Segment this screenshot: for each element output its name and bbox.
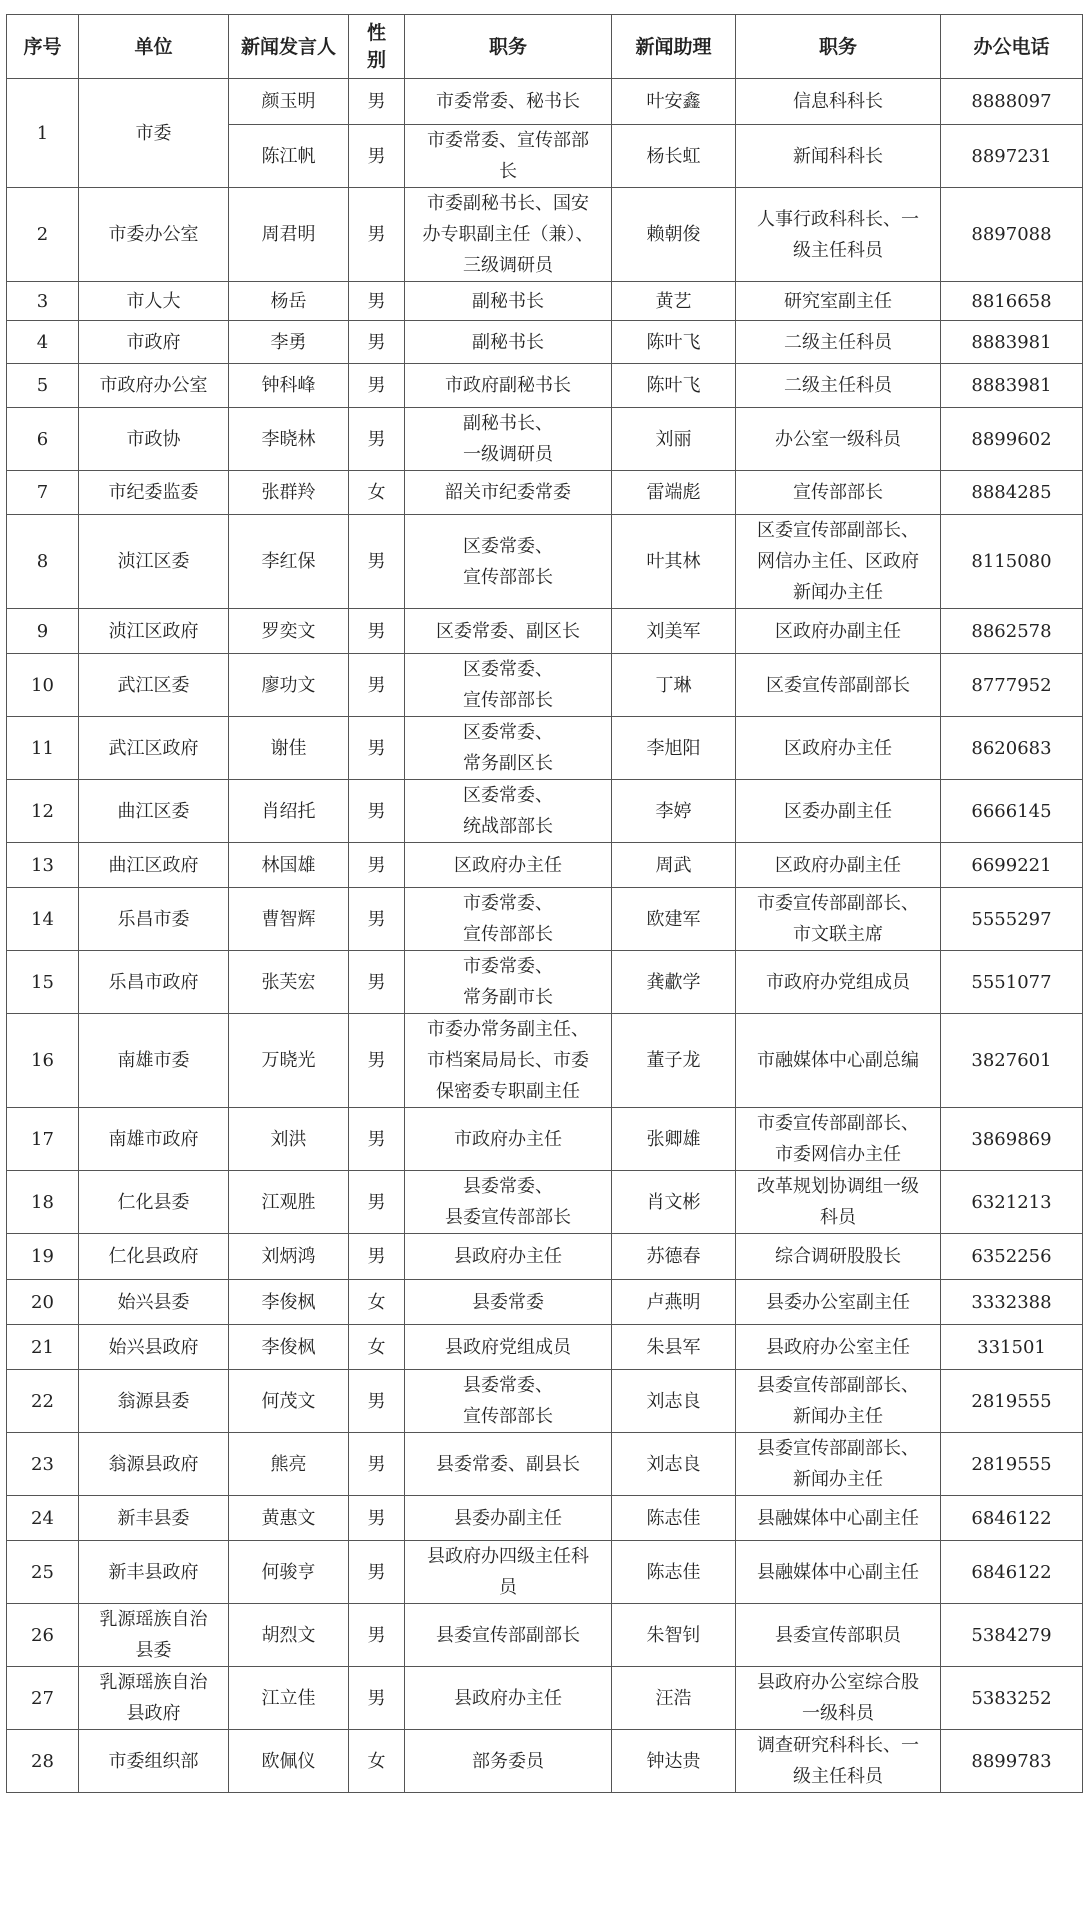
table-row — [7, 843, 1083, 888]
table-row — [7, 1325, 1083, 1370]
assistant-cell: 钟达贵 — [612, 1730, 736, 1793]
assistant-position-cell: 人事行政科科长、一 级主任科员 — [736, 188, 941, 282]
position-cell: 市政府副秘书长 — [405, 364, 612, 408]
gender-cell: 男 — [349, 1171, 405, 1234]
phone-cell: 5555297 — [941, 888, 1083, 951]
gender-cell: 男 — [349, 1108, 405, 1171]
assistant-position-cell: 县委宣传部副部长、 新闻办主任 — [736, 1370, 941, 1433]
assistant-cell: 苏德春 — [612, 1234, 736, 1280]
assistant-cell: 汪浩 — [612, 1667, 736, 1730]
row-number: 8 — [7, 515, 79, 609]
row-number: 12 — [7, 780, 79, 843]
assistant-position-cell: 县融媒体中心副主任 — [736, 1496, 941, 1541]
table-row — [7, 188, 1083, 282]
spokesman-cell: 李俊枫 — [229, 1280, 349, 1325]
position-cell: 区委常委、 宣传部部长 — [405, 515, 612, 609]
gender-cell: 女 — [349, 1280, 405, 1325]
spokesman-cell: 熊亮 — [229, 1433, 349, 1496]
spokesman-cell: 廖功文 — [229, 654, 349, 717]
row-number: 22 — [7, 1370, 79, 1433]
position-cell: 区委常委、 宣传部部长 — [405, 654, 612, 717]
position-cell: 市委常委、 常务副市长 — [405, 951, 612, 1014]
assistant-position-cell: 二级主任科员 — [736, 321, 941, 364]
table-row — [7, 471, 1083, 515]
row-number: 17 — [7, 1108, 79, 1171]
gender-cell: 女 — [349, 471, 405, 515]
table-row — [7, 1014, 1083, 1108]
unit-cell: 仁化县政府 — [79, 1234, 229, 1280]
gender-cell: 男 — [349, 408, 405, 471]
unit-cell: 市纪委监委 — [79, 471, 229, 515]
table-row — [7, 654, 1083, 717]
table-row — [7, 1496, 1083, 1541]
position-cell: 韶关市纪委常委 — [405, 471, 612, 515]
table-row — [7, 282, 1083, 321]
assistant-position-cell: 调查研究科科长、一 级主任科员 — [736, 1730, 941, 1793]
assistant-cell: 李婷 — [612, 780, 736, 843]
unit-cell: 仁化县委 — [79, 1171, 229, 1234]
row-number: 27 — [7, 1667, 79, 1730]
assistant-cell: 黄艺 — [612, 282, 736, 321]
table-row — [7, 1667, 1083, 1730]
gender-cell: 男 — [349, 609, 405, 654]
phone-cell: 8884285 — [941, 471, 1083, 515]
table-row — [7, 515, 1083, 609]
assistant-cell: 张卿雄 — [612, 1108, 736, 1171]
row-number: 28 — [7, 1730, 79, 1793]
phone-cell: 8115080 — [941, 515, 1083, 609]
position-cell: 县委宣传部副部长 — [405, 1604, 612, 1667]
unit-cell: 市人大 — [79, 282, 229, 321]
unit-cell: 浈江区政府 — [79, 609, 229, 654]
table-row — [7, 1171, 1083, 1234]
table-row — [7, 1234, 1083, 1280]
row-number: 21 — [7, 1325, 79, 1370]
phone-cell: 8897231 — [941, 125, 1083, 188]
unit-cell: 市委 — [79, 79, 229, 188]
position-cell: 县政府党组成员 — [405, 1325, 612, 1370]
position-cell: 县委办副主任 — [405, 1496, 612, 1541]
assistant-cell: 叶其林 — [612, 515, 736, 609]
spokesman-cell: 颜玉明 — [229, 79, 349, 125]
gender-cell: 男 — [349, 1496, 405, 1541]
phone-cell: 6699221 — [941, 843, 1083, 888]
unit-cell: 武江区委 — [79, 654, 229, 717]
table-row — [7, 1604, 1083, 1667]
spokesman-cell: 李勇 — [229, 321, 349, 364]
spokesman-cell: 江观胜 — [229, 1171, 349, 1234]
gender-cell: 男 — [349, 79, 405, 125]
assistant-position-cell: 二级主任科员 — [736, 364, 941, 408]
phone-cell: 331501 — [941, 1325, 1083, 1370]
position-cell: 区委常委、副区长 — [405, 609, 612, 654]
unit-cell: 市政府 — [79, 321, 229, 364]
assistant-cell: 刘美军 — [612, 609, 736, 654]
assistant-position-cell: 办公室一级科员 — [736, 408, 941, 471]
position-cell: 县委常委 — [405, 1280, 612, 1325]
gender-cell: 男 — [349, 780, 405, 843]
position-cell: 县委常委、 县委宣传部部长 — [405, 1171, 612, 1234]
table-row — [7, 1280, 1083, 1325]
gender-cell: 男 — [349, 364, 405, 408]
phone-cell: 8899783 — [941, 1730, 1083, 1793]
assistant-cell: 丁琳 — [612, 654, 736, 717]
unit-cell: 乳源瑶族自治 县政府 — [79, 1667, 229, 1730]
position-cell: 县政府办四级主任科 员 — [405, 1541, 612, 1604]
assistant-cell: 龚歗学 — [612, 951, 736, 1014]
gender-cell: 男 — [349, 1541, 405, 1604]
spokesman-cell: 杨岳 — [229, 282, 349, 321]
position-cell: 县政府办主任 — [405, 1667, 612, 1730]
header-unit: 单位 — [79, 15, 229, 79]
assistant-cell: 刘丽 — [612, 408, 736, 471]
unit-cell: 市委办公室 — [79, 188, 229, 282]
position-cell: 县委常委、副县长 — [405, 1433, 612, 1496]
gender-cell: 男 — [349, 1370, 405, 1433]
unit-cell: 浈江区委 — [79, 515, 229, 609]
assistant-position-cell: 区委办副主任 — [736, 780, 941, 843]
assistant-position-cell: 新闻科科长 — [736, 125, 941, 188]
phone-cell: 5551077 — [941, 951, 1083, 1014]
row-number: 26 — [7, 1604, 79, 1667]
position-cell: 区委常委、 统战部部长 — [405, 780, 612, 843]
assistant-position-cell: 信息科科长 — [736, 79, 941, 125]
row-number: 23 — [7, 1433, 79, 1496]
header-phone: 办公电话 — [941, 15, 1083, 79]
phone-cell: 6846122 — [941, 1496, 1083, 1541]
unit-cell: 南雄市政府 — [79, 1108, 229, 1171]
assistant-cell: 朱县军 — [612, 1325, 736, 1370]
phone-cell: 3869869 — [941, 1108, 1083, 1171]
table-row — [7, 780, 1083, 843]
assistant-cell: 周武 — [612, 843, 736, 888]
spokesman-cell: 周君明 — [229, 188, 349, 282]
phone-cell: 6666145 — [941, 780, 1083, 843]
spokesman-cell: 江立佳 — [229, 1667, 349, 1730]
position-cell: 市委常委、宣传部部 长 — [405, 125, 612, 188]
unit-cell: 市政府办公室 — [79, 364, 229, 408]
spokesman-table — [6, 14, 1083, 1793]
unit-cell: 市委组织部 — [79, 1730, 229, 1793]
row-number: 3 — [7, 282, 79, 321]
row-number: 4 — [7, 321, 79, 364]
position-cell: 市委副秘书长、国安 办专职副主任（兼）、 三级调研员 — [405, 188, 612, 282]
gender-cell: 男 — [349, 125, 405, 188]
spokesman-cell: 何骏亨 — [229, 1541, 349, 1604]
unit-cell: 翁源县政府 — [79, 1433, 229, 1496]
assistant-cell: 刘志良 — [612, 1433, 736, 1496]
phone-cell: 3827601 — [941, 1014, 1083, 1108]
row-number: 25 — [7, 1541, 79, 1604]
gender-cell: 女 — [349, 1325, 405, 1370]
spokesman-cell: 李俊枫 — [229, 1325, 349, 1370]
table-row — [7, 79, 1083, 125]
unit-cell: 新丰县委 — [79, 1496, 229, 1541]
phone-cell: 8620683 — [941, 717, 1083, 780]
table-row — [7, 1370, 1083, 1433]
unit-cell: 曲江区政府 — [79, 843, 229, 888]
unit-cell: 乐昌市委 — [79, 888, 229, 951]
spokesman-cell: 欧佩仪 — [229, 1730, 349, 1793]
row-number: 18 — [7, 1171, 79, 1234]
assistant-position-cell: 县政府办公室主任 — [736, 1325, 941, 1370]
phone-cell: 2819555 — [941, 1370, 1083, 1433]
spokesman-cell: 何茂文 — [229, 1370, 349, 1433]
assistant-position-cell: 市委宣传部副部长、 市委网信办主任 — [736, 1108, 941, 1171]
spokesman-cell: 胡烈文 — [229, 1604, 349, 1667]
unit-cell: 曲江区委 — [79, 780, 229, 843]
assistant-position-cell: 市委宣传部副部长、 市文联主席 — [736, 888, 941, 951]
assistant-cell: 肖文彬 — [612, 1171, 736, 1234]
assistant-position-cell: 区政府办主任 — [736, 717, 941, 780]
assistant-position-cell: 县委宣传部副部长、 新闻办主任 — [736, 1433, 941, 1496]
row-number: 10 — [7, 654, 79, 717]
assistant-position-cell: 区委宣传部副部长 — [736, 654, 941, 717]
assistant-cell: 雷端彪 — [612, 471, 736, 515]
table-row — [7, 364, 1083, 408]
header-assistant-position: 职务 — [736, 15, 941, 79]
phone-cell: 6352256 — [941, 1234, 1083, 1280]
table-row — [7, 408, 1083, 471]
table-row — [7, 321, 1083, 364]
spokesman-cell: 谢佳 — [229, 717, 349, 780]
row-number: 15 — [7, 951, 79, 1014]
row-number: 13 — [7, 843, 79, 888]
unit-cell: 市政协 — [79, 408, 229, 471]
row-number: 9 — [7, 609, 79, 654]
unit-cell: 乳源瑶族自治 县委 — [79, 1604, 229, 1667]
position-cell: 副秘书长 — [405, 321, 612, 364]
gender-cell: 女 — [349, 1730, 405, 1793]
table-header — [7, 15, 1083, 79]
spokesman-cell: 李红保 — [229, 515, 349, 609]
assistant-cell: 杨长虹 — [612, 125, 736, 188]
assistant-cell: 李旭阳 — [612, 717, 736, 780]
assistant-cell: 卢燕明 — [612, 1280, 736, 1325]
unit-cell: 南雄市委 — [79, 1014, 229, 1108]
phone-cell: 8897088 — [941, 188, 1083, 282]
phone-cell: 6321213 — [941, 1171, 1083, 1234]
unit-cell: 始兴县政府 — [79, 1325, 229, 1370]
assistant-position-cell: 县政府办公室综合股 一级科员 — [736, 1667, 941, 1730]
assistant-position-cell: 县委办公室副主任 — [736, 1280, 941, 1325]
row-number: 11 — [7, 717, 79, 780]
assistant-cell: 董子龙 — [612, 1014, 736, 1108]
position-cell: 市委办常务副主任、 市档案局局长、市委 保密委专职副主任 — [405, 1014, 612, 1108]
gender-cell: 男 — [349, 654, 405, 717]
header-no: 序号 — [7, 15, 79, 79]
assistant-cell: 欧建军 — [612, 888, 736, 951]
header-gender: 性 别 — [349, 15, 405, 79]
table-row — [7, 1433, 1083, 1496]
assistant-position-cell: 县委宣传部职员 — [736, 1604, 941, 1667]
row-number: 19 — [7, 1234, 79, 1280]
gender-cell: 男 — [349, 717, 405, 780]
assistant-position-cell: 区政府办副主任 — [736, 843, 941, 888]
assistant-position-cell: 市政府办党组成员 — [736, 951, 941, 1014]
table-row — [7, 951, 1083, 1014]
gender-cell: 男 — [349, 1667, 405, 1730]
position-cell: 县委常委、 宣传部部长 — [405, 1370, 612, 1433]
unit-cell: 翁源县委 — [79, 1370, 229, 1433]
gender-cell: 男 — [349, 1014, 405, 1108]
spokesman-cell: 万晓光 — [229, 1014, 349, 1108]
phone-cell: 8862578 — [941, 609, 1083, 654]
assistant-position-cell: 改革规划协调组一级 科员 — [736, 1171, 941, 1234]
assistant-cell: 赖朝俊 — [612, 188, 736, 282]
spokesman-cell: 刘洪 — [229, 1108, 349, 1171]
table-row — [7, 1730, 1083, 1793]
gender-cell: 男 — [349, 888, 405, 951]
spokesman-cell: 罗奕文 — [229, 609, 349, 654]
spokesman-cell: 陈江帆 — [229, 125, 349, 188]
phone-cell: 8816658 — [941, 282, 1083, 321]
gender-cell: 男 — [349, 951, 405, 1014]
position-cell: 部务委员 — [405, 1730, 612, 1793]
assistant-position-cell: 区委宣传部副部长、 网信办主任、区政府 新闻办主任 — [736, 515, 941, 609]
row-number: 16 — [7, 1014, 79, 1108]
gender-cell: 男 — [349, 1234, 405, 1280]
unit-cell: 始兴县委 — [79, 1280, 229, 1325]
table-row — [7, 1541, 1083, 1604]
assistant-cell: 陈志佳 — [612, 1496, 736, 1541]
position-cell: 区政府办主任 — [405, 843, 612, 888]
spokesman-cell: 曹智辉 — [229, 888, 349, 951]
unit-cell: 乐昌市政府 — [79, 951, 229, 1014]
gender-cell: 男 — [349, 1433, 405, 1496]
phone-cell: 5384279 — [941, 1604, 1083, 1667]
gender-cell: 男 — [349, 188, 405, 282]
position-cell: 市委常委、 宣传部部长 — [405, 888, 612, 951]
assistant-position-cell: 县融媒体中心副主任 — [736, 1541, 941, 1604]
row-number: 24 — [7, 1496, 79, 1541]
table-row — [7, 609, 1083, 654]
table-row — [7, 1108, 1083, 1171]
assistant-position-cell: 区政府办副主任 — [736, 609, 941, 654]
position-cell: 区委常委、 常务副区长 — [405, 717, 612, 780]
spokesman-cell: 黄惠文 — [229, 1496, 349, 1541]
gender-cell: 男 — [349, 515, 405, 609]
header-row — [7, 15, 1083, 79]
gender-cell: 男 — [349, 843, 405, 888]
position-cell: 副秘书长、 一级调研员 — [405, 408, 612, 471]
unit-cell: 武江区政府 — [79, 717, 229, 780]
assistant-cell: 陈叶飞 — [612, 364, 736, 408]
assistant-position-cell: 研究室副主任 — [736, 282, 941, 321]
spokesman-cell: 张芙宏 — [229, 951, 349, 1014]
row-number: 5 — [7, 364, 79, 408]
row-number: 14 — [7, 888, 79, 951]
table-row — [7, 888, 1083, 951]
row-number: 20 — [7, 1280, 79, 1325]
phone-cell: 8883981 — [941, 364, 1083, 408]
row-number: 7 — [7, 471, 79, 515]
assistant-cell: 陈叶飞 — [612, 321, 736, 364]
spokesman-cell: 刘炳鸿 — [229, 1234, 349, 1280]
gender-cell: 男 — [349, 321, 405, 364]
position-cell: 县政府办主任 — [405, 1234, 612, 1280]
spokesman-cell: 林国雄 — [229, 843, 349, 888]
assistant-position-cell: 市融媒体中心副总编 — [736, 1014, 941, 1108]
table-body — [7, 79, 1083, 1793]
assistant-cell: 叶安鑫 — [612, 79, 736, 125]
phone-cell: 5383252 — [941, 1667, 1083, 1730]
table-row — [7, 717, 1083, 780]
row-number: 6 — [7, 408, 79, 471]
position-cell: 市委常委、秘书长 — [405, 79, 612, 125]
assistant-cell: 陈志佳 — [612, 1541, 736, 1604]
header-assistant: 新闻助理 — [612, 15, 736, 79]
position-cell: 副秘书长 — [405, 282, 612, 321]
gender-cell: 男 — [349, 282, 405, 321]
assistant-cell: 刘志良 — [612, 1370, 736, 1433]
phone-cell: 8777952 — [941, 654, 1083, 717]
phone-cell: 8899602 — [941, 408, 1083, 471]
spokesman-cell: 李晓林 — [229, 408, 349, 471]
phone-cell: 8888097 — [941, 79, 1083, 125]
position-cell: 市政府办主任 — [405, 1108, 612, 1171]
header-spokesman: 新闻发言人 — [229, 15, 349, 79]
phone-cell: 8883981 — [941, 321, 1083, 364]
assistant-cell: 朱智钊 — [612, 1604, 736, 1667]
assistant-position-cell: 宣传部部长 — [736, 471, 941, 515]
spokesman-cell: 钟科峰 — [229, 364, 349, 408]
assistant-position-cell: 综合调研股股长 — [736, 1234, 941, 1280]
row-number: 2 — [7, 188, 79, 282]
unit-cell: 新丰县政府 — [79, 1541, 229, 1604]
row-number: 1 — [7, 79, 79, 188]
gender-cell: 男 — [349, 1604, 405, 1667]
spokesman-cell: 肖绍托 — [229, 780, 349, 843]
phone-cell: 2819555 — [941, 1433, 1083, 1496]
phone-cell: 6846122 — [941, 1541, 1083, 1604]
header-position: 职务 — [405, 15, 612, 79]
phone-cell: 3332388 — [941, 1280, 1083, 1325]
spokesman-cell: 张群羚 — [229, 471, 349, 515]
